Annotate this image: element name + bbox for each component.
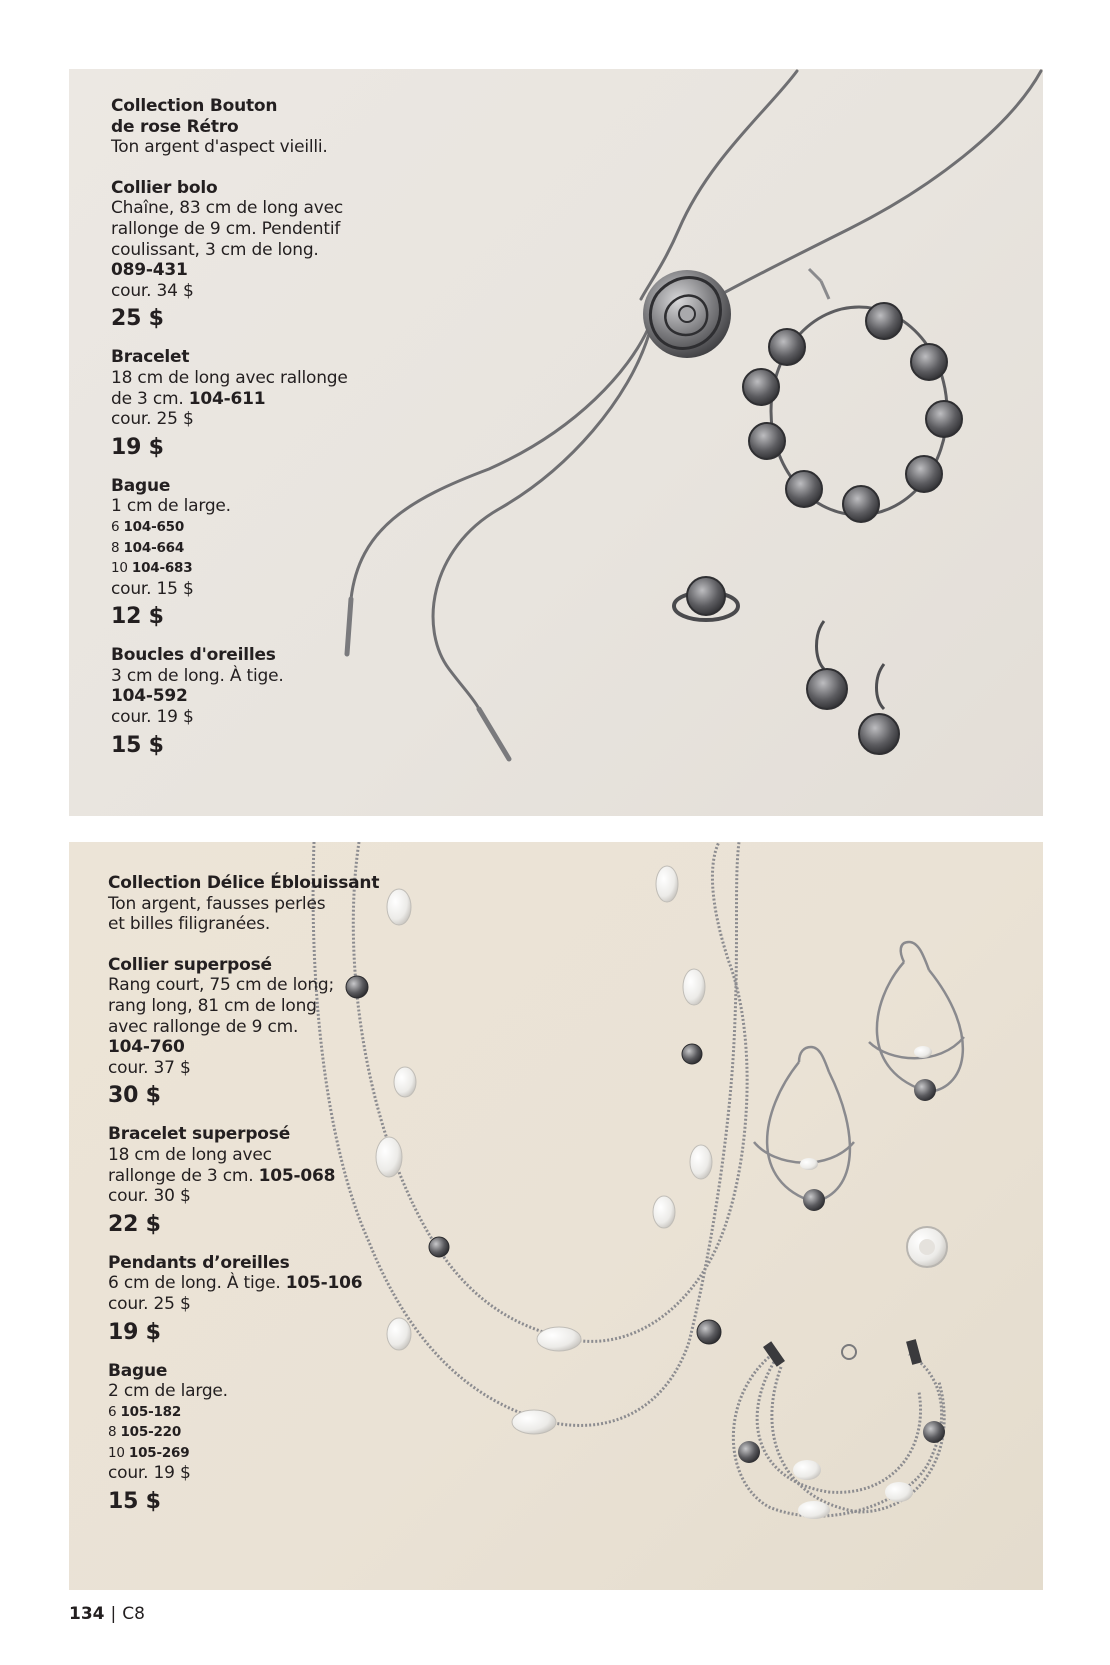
rose-ring <box>674 577 738 620</box>
size-sku <box>108 1422 378 1443</box>
ring-size: 8 <box>111 539 120 556</box>
collection-description: et billes filigranées. <box>108 914 271 935</box>
product-description: 18 cm de long avec rallonge <box>111 367 348 388</box>
sale-price: 12 $ <box>111 604 164 630</box>
collection-header <box>108 873 378 935</box>
rose-earrings <box>807 621 899 754</box>
regular-price: cour. 25 $ <box>111 409 194 430</box>
product-block <box>111 178 381 334</box>
product-description: avec rallonge de 9 cm. <box>108 1016 299 1037</box>
product-block <box>108 1361 378 1517</box>
spacer <box>108 1110 378 1124</box>
product-name: Bracelet superposé <box>108 1124 291 1145</box>
product-sku: 105-106 <box>285 1273 363 1294</box>
product-description-text: 6 cm de long. À tige. <box>108 1273 286 1294</box>
spacer <box>108 1347 378 1361</box>
collection-title: de rose Rétro <box>111 116 239 137</box>
product-name: Collier superposé <box>108 954 272 975</box>
product-sku: 104-611 <box>188 388 266 409</box>
size-sku <box>108 1443 378 1464</box>
rose-pendant <box>643 270 731 358</box>
product-description: rang long, 81 cm de long <box>108 995 317 1016</box>
product-block <box>108 1124 378 1238</box>
ring-size: 10 <box>111 560 128 577</box>
product-block <box>111 476 381 632</box>
product-description: 3 cm de long. À tige. <box>111 665 284 686</box>
size-sku <box>111 558 381 579</box>
regular-price: cour. 30 $ <box>108 1186 191 1207</box>
rose-bracelet <box>743 269 962 522</box>
size-sku <box>111 538 381 559</box>
sale-price: 15 $ <box>108 1489 161 1515</box>
product-name: Boucles d'oreilles <box>111 645 276 666</box>
layered-necklace <box>313 842 747 1425</box>
sale-price: 22 $ <box>108 1211 161 1237</box>
product-description: Rang court, 75 cm de long; <box>108 975 335 996</box>
spacer <box>111 462 381 476</box>
regular-price: cour. 19 $ <box>108 1463 191 1484</box>
product-sku: 105-220 <box>120 1424 182 1441</box>
product-sku: 104-760 <box>108 1037 185 1058</box>
rose-collection-copy <box>111 96 381 760</box>
footer-separator: | <box>110 1604 117 1624</box>
product-description: 18 cm de long avec <box>108 1144 272 1165</box>
ring-size: 8 <box>108 1424 117 1441</box>
regular-price: cour. 34 $ <box>111 280 194 301</box>
regular-price: cour. 15 $ <box>111 578 194 599</box>
product-name: Pendants d’oreilles <box>108 1252 290 1273</box>
product-description: Chaîne, 83 cm de long avec <box>111 198 344 219</box>
product-block <box>108 955 378 1111</box>
product-name: Bracelet <box>111 347 190 368</box>
product-name: Bague <box>111 475 171 496</box>
spacer <box>111 631 381 645</box>
pearl-ring <box>907 1227 947 1267</box>
product-sku: 104-664 <box>123 539 185 556</box>
product-description: coulissant, 3 cm de long. <box>111 239 319 260</box>
product-description <box>111 389 381 410</box>
page-footer <box>69 1604 145 1624</box>
regular-price: cour. 37 $ <box>108 1057 191 1078</box>
sale-price: 25 $ <box>111 306 164 332</box>
page-number: 134 <box>69 1604 105 1624</box>
sale-price: 30 $ <box>108 1083 161 1109</box>
product-block <box>111 645 381 759</box>
spacer <box>111 333 381 347</box>
product-description-text: de 3 cm. <box>111 388 189 409</box>
regular-price: cour. 25 $ <box>108 1293 191 1314</box>
product-description: rallonge de 9 cm. Pendentif <box>111 218 341 239</box>
product-description-text: rallonge de 3 cm. <box>108 1165 259 1186</box>
product-sku: 104-592 <box>111 686 188 707</box>
pearl-collection-copy <box>108 873 378 1516</box>
product-description <box>108 1166 378 1187</box>
earring-beads <box>800 1046 936 1211</box>
sale-price: 15 $ <box>111 732 164 758</box>
regular-price: cour. 19 $ <box>111 707 194 728</box>
product-sku: 089-431 <box>111 260 188 281</box>
product-sku: 104-683 <box>131 560 193 577</box>
collection-header <box>111 96 381 158</box>
product-block <box>111 347 381 461</box>
pearl-earrings <box>754 942 964 1202</box>
necklace-pearls <box>376 866 712 1434</box>
product-description: 2 cm de large. <box>108 1381 228 1402</box>
ring-size: 10 <box>108 1444 125 1461</box>
ring-size: 6 <box>111 518 120 535</box>
sale-price: 19 $ <box>111 434 164 460</box>
product-sku: 105-182 <box>120 1403 182 1420</box>
pearl-collection-panel <box>69 842 1043 1590</box>
ring-size: 6 <box>108 1403 117 1420</box>
catalog-section: C8 <box>122 1604 145 1624</box>
size-sku <box>108 1402 378 1423</box>
product-sku: 105-269 <box>128 1444 190 1461</box>
product-name: Bague <box>108 1360 168 1381</box>
collection-title: Collection Bouton <box>111 96 278 116</box>
spacer <box>108 1239 378 1253</box>
size-sku <box>111 517 381 538</box>
product-description <box>108 1273 378 1294</box>
product-name: Collier bolo <box>111 177 218 198</box>
collection-description: Ton argent d'aspect vieilli. <box>111 137 328 158</box>
collection-description: Ton argent, fausses perles <box>108 893 326 914</box>
product-description: 1 cm de large. <box>111 496 231 517</box>
rose-collection-panel <box>69 69 1043 816</box>
sale-price: 19 $ <box>108 1319 161 1345</box>
product-sku: 104-650 <box>123 518 185 535</box>
product-block <box>108 1253 378 1347</box>
collection-title: Collection Délice Éblouissant <box>108 873 380 893</box>
product-sku: 105-068 <box>258 1165 336 1186</box>
